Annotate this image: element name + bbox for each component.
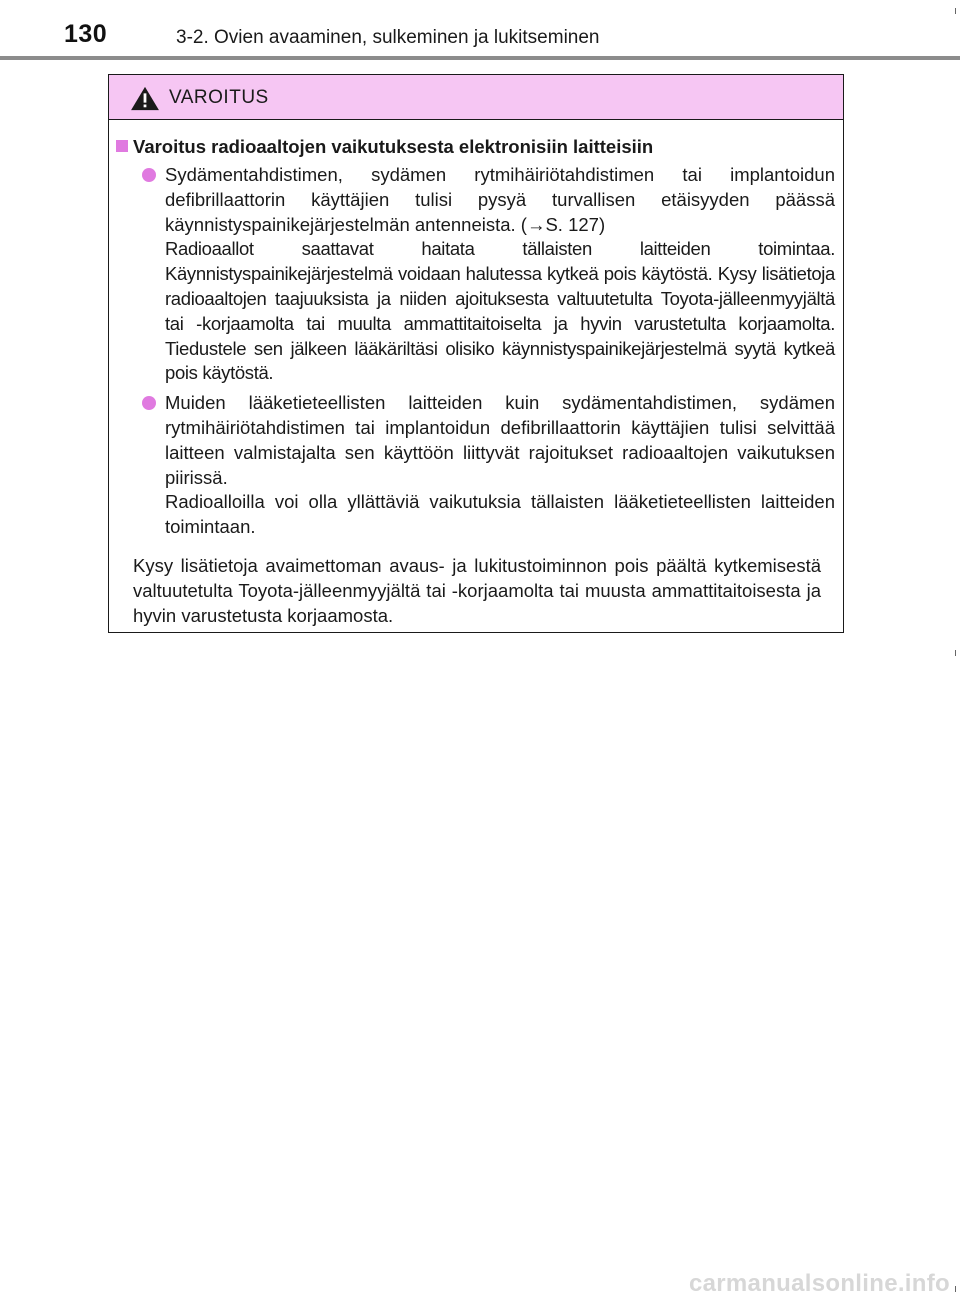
item-paragraph: Radioalloilla voi olla yllättäviä vaikutuksia tällaisten lääketieteellisten laitteiden toimintaan. bbox=[165, 491, 835, 538]
warning-body bbox=[109, 120, 843, 628]
warning-title: VAROITUS bbox=[169, 87, 269, 108]
warning-triangle-icon bbox=[129, 85, 161, 111]
square-bullet-icon bbox=[116, 140, 128, 152]
warning-header bbox=[109, 75, 843, 120]
warning-box bbox=[108, 74, 844, 633]
watermark: carmanualsonline.info bbox=[688, 1270, 950, 1297]
page-number: 130 bbox=[64, 20, 108, 48]
item-paragraph: Muiden lääketieteellisten laitteiden kuin sydämentahdistimen, sydämen rytmihäiriötahdistimen tai implantoidun defibrillaattorin käyttäjien tulisi selvittää laitteen valmistajalta sen käyttöön liittyvät rajoitukset radioaaltojen vaikutuksen piirissä. bbox=[165, 392, 835, 488]
header-rule bbox=[0, 56, 960, 60]
crop-mark-top bbox=[955, 8, 956, 14]
list-item bbox=[109, 391, 835, 540]
item-paragraph: Radioaallot saattavat haitata tällaisten laitteiden toimintaa. Käynnistyspainikejärjestelmä voidaan halutessa kytkeä pois käytöstä. Kysy lisätietoja radioaaltojen taajuuksista ja niiden ajoituksesta valtuutetulta Toyota-jälleenmyyjältä tai -korjaamolta tai muulta ammattitaitoiselta ja hyvin varustetulta korjaamolta. Tiedustele sen jälkeen lääkäriltäsi olisiko käynnistyspainikejärjestelmä syytä kytkeä pois käytöstä. bbox=[165, 238, 835, 384]
list-item bbox=[109, 163, 835, 386]
crop-mark-middle bbox=[955, 650, 956, 656]
circle-bullet-icon bbox=[142, 396, 156, 410]
crop-mark-bottom bbox=[955, 1286, 956, 1292]
circle-bullet-icon bbox=[142, 168, 156, 182]
warning-note: Kysy lisätietoja avaimettoman avaus- ja lukitustoiminnon pois päältä kytkemisestä valtuutetulta Toyota-jälleenmyyjältä tai -korjaamolta tai muusta ammattitaitoisesta ja hyvin varustetusta korjaamosta. bbox=[133, 554, 821, 626]
section-title: 3-2. Ovien avaaminen, sulkeminen ja lukitseminen bbox=[176, 27, 600, 48]
warning-topic-text: Varoitus radioaaltojen vaikutuksesta elektronisiin laitteisiin bbox=[133, 136, 654, 157]
warning-topic bbox=[109, 134, 835, 159]
item-paragraph: Sydämentahdistimen, sydämen rytmihäiriötahdistimen tai implantoidun defibrillaattorin käyttäjien tulisi pysyä turvallisen etäisyyden päässä käynnistyspainikejärjestelmän antenneista. (→S. 127) bbox=[165, 164, 835, 235]
